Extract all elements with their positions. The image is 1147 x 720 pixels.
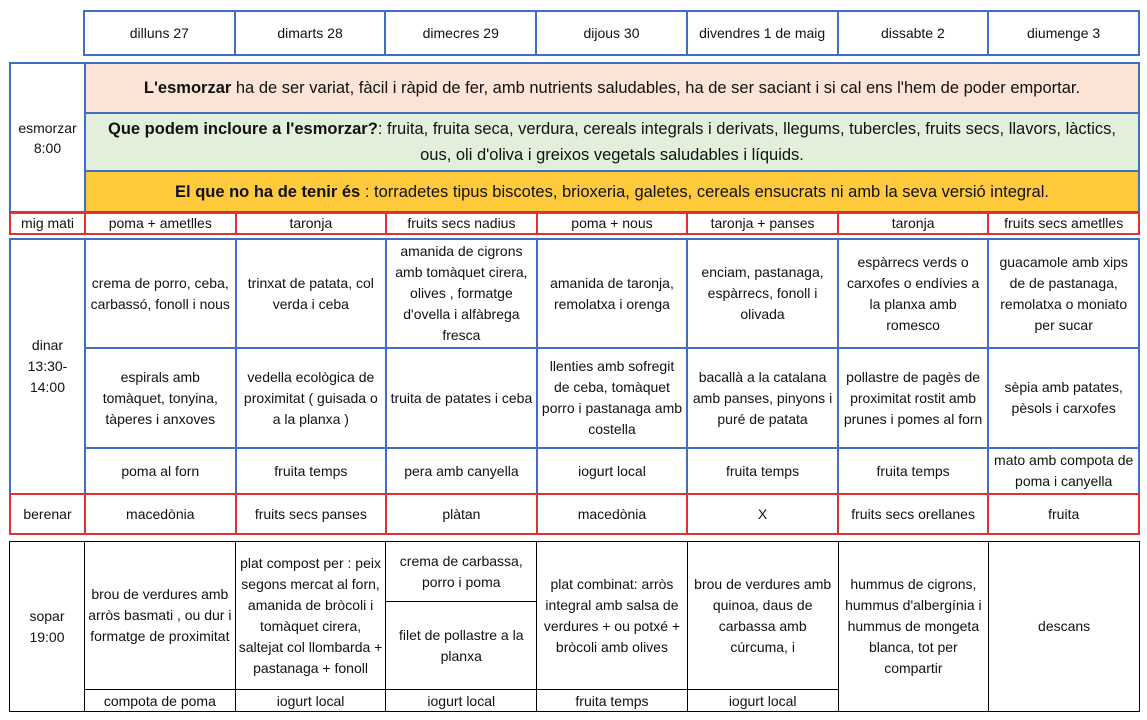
snack-item: X <box>687 494 838 534</box>
lunch-section <box>9 238 1140 489</box>
dinner-dish: crema de carbassa, porro i poma <box>386 542 537 602</box>
day-header: dilluns 27 <box>84 11 235 55</box>
dinner-dessert: compota de poma <box>85 690 236 712</box>
lunch-label-time-end: 14:00 <box>29 379 66 395</box>
snack-item: macedònia <box>537 494 688 534</box>
dinner-dish: brou de verdures amb arròs basmati , ou dur i formatge de proximitat <box>85 542 236 690</box>
breakfast-label <box>10 63 85 213</box>
day-header: dijous 30 <box>536 11 687 55</box>
lunch-main-course: espirals amb tomàquet, tonyina, tàperes i anxoves <box>85 348 236 448</box>
breakfast-note-include-text: : fruita, fruita seca, verdura, cereals integrals i derivats, llegums, tubercles, fruits secs, llavors, làctics, ous, oli d'oliva i greixos vegetals saludables i líquids. <box>377 120 1117 164</box>
breakfast-note-avoid <box>85 171 1139 213</box>
lunch-first-course: crema de porro, ceba, carbassó, fonoll i nous <box>85 239 236 348</box>
dinner-dish: filet de pollastre a la planxa <box>386 602 537 690</box>
breakfast-note-variety <box>85 63 1139 113</box>
breakfast-note-variety-text: ha de ser variat, fàcil i ràpid de fer, amb nutrients saludables, ha de ser saciant i si cal ens l'hem de poder emportar. <box>231 79 1081 97</box>
dinner-label <box>10 542 85 712</box>
lunch-first-course: espàrrecs verds o carxofes o endívies a la planxa amb romesco <box>838 239 989 348</box>
dinner-dish: descans <box>989 542 1140 712</box>
lunch-first-course: trinxat de patata, col verda i ceba <box>236 239 387 348</box>
dinner-dessert: iogurt local <box>235 690 386 712</box>
midmorning-item: poma + nous <box>537 212 688 234</box>
snack-item: fruits secs orellanes <box>838 494 989 534</box>
lunch-main-course: truita de patates i ceba <box>386 348 537 448</box>
lunch-label-name: dinar <box>31 337 64 353</box>
dinner-dish: hummus de cigrons, hummus d'albergínia i hummus de mongeta blanca, tot per compartir <box>838 542 989 712</box>
breakfast-note-variety-title: L'esmorzar <box>143 79 232 97</box>
day-header: divendres 1 de maig <box>687 11 838 55</box>
breakfast-note-include <box>85 113 1139 171</box>
lunch-main-course: sèpia amb patates, pèsols i carxofes <box>988 348 1139 448</box>
dinner-dessert: iogurt local <box>687 690 838 712</box>
breakfast-note-avoid-text: : torradetes tipus biscotes, brioxeria, galetes, cereals ensucrats ni amb la seva versió integral. <box>360 183 1049 201</box>
dinner-dish: brou de verdures amb quinoa, daus de carbassa amb cúrcuma, i <box>687 542 838 690</box>
dinner-section <box>9 541 1140 711</box>
lunch-dessert: mato amb compota de poma i canyella <box>988 448 1139 494</box>
breakfast-label-time: 8:00 <box>33 140 62 156</box>
dinner-dish: plat combinat: arròs integral amb salsa de verdures + ou potxé + bròcoli amb olives <box>537 542 688 690</box>
midmorning-label: mig mati <box>10 212 85 234</box>
snack-item: fruits secs panses <box>236 494 387 534</box>
day-header: dimarts 28 <box>235 11 386 55</box>
lunch-first-course: enciam, pastanaga, espàrrecs, fonoll i olivada <box>687 239 838 348</box>
dinner-dish: plat compost per : peix segons mercat al forn, amanida de bròcoli i tomàquet cirera, saltejat col llombarda + pastanaga + fonoll <box>235 542 386 690</box>
lunch-first-course: amanida de cigrons amb tomàquet cirera, olives , formatge d'ovella i alfàbrega fresca <box>386 239 537 348</box>
dinner-label-time: 19:00 <box>29 628 65 645</box>
lunch-main-course: pollastre de pagès de proximitat rostit amb prunes i pomes al forn <box>838 348 989 448</box>
breakfast-section <box>9 62 1140 208</box>
lunch-dessert: iogurt local <box>537 448 688 494</box>
midmorning-row <box>9 211 1140 235</box>
days-header <box>9 10 1140 56</box>
snack-item: fruita <box>988 494 1139 534</box>
snack-row <box>9 493 1140 535</box>
lunch-dessert: fruita temps <box>838 448 989 494</box>
lunch-main-course: vedella ecològica de proximitat ( guisada o a la planxa ) <box>236 348 387 448</box>
dinner-dessert: iogurt local <box>386 690 537 712</box>
midmorning-item: taronja + panses <box>687 212 838 234</box>
lunch-dessert: fruita temps <box>687 448 838 494</box>
snack-item: macedònia <box>85 494 236 534</box>
midmorning-item: taronja <box>838 212 989 234</box>
dinner-label-name: sopar <box>29 607 65 624</box>
lunch-main-course: bacallà a la catalana amb panses, pinyons i puré de patata <box>687 348 838 448</box>
lunch-label <box>10 239 85 494</box>
lunch-first-course: amanida de taronja, remolatxa i orenga <box>537 239 688 348</box>
breakfast-note-avoid-title: El que no ha de tenir és <box>175 183 361 201</box>
breakfast-note-include-title: Que podem incloure a l'esmorzar? <box>107 120 378 138</box>
snack-label: berenar <box>10 494 85 534</box>
midmorning-item: fruits secs ametlles <box>988 212 1139 234</box>
day-header: dissabte 2 <box>838 11 989 55</box>
day-header: dimecres 29 <box>385 11 536 55</box>
lunch-dessert: poma al forn <box>85 448 236 494</box>
lunch-dessert: pera amb canyella <box>386 448 537 494</box>
lunch-first-course: guacamole amb xips de de pastanaga, remolatxa o moniato per sucar <box>988 239 1139 348</box>
midmorning-item: taronja <box>236 212 387 234</box>
lunch-label-time-start: 13:30- <box>27 358 68 374</box>
snack-item: plàtan <box>386 494 537 534</box>
lunch-main-course: llenties amb sofregit de ceba, tomàquet porro i pastanaga amb costella <box>537 348 688 448</box>
day-header: diumenge 3 <box>988 11 1139 55</box>
corner-cell <box>9 11 84 55</box>
breakfast-label-name: esmorzar <box>18 120 77 136</box>
midmorning-item: poma + ametlles <box>85 212 236 234</box>
lunch-dessert: fruita temps <box>236 448 387 494</box>
midmorning-item: fruits secs nadius <box>386 212 537 234</box>
dinner-dessert: fruita temps <box>537 690 688 712</box>
